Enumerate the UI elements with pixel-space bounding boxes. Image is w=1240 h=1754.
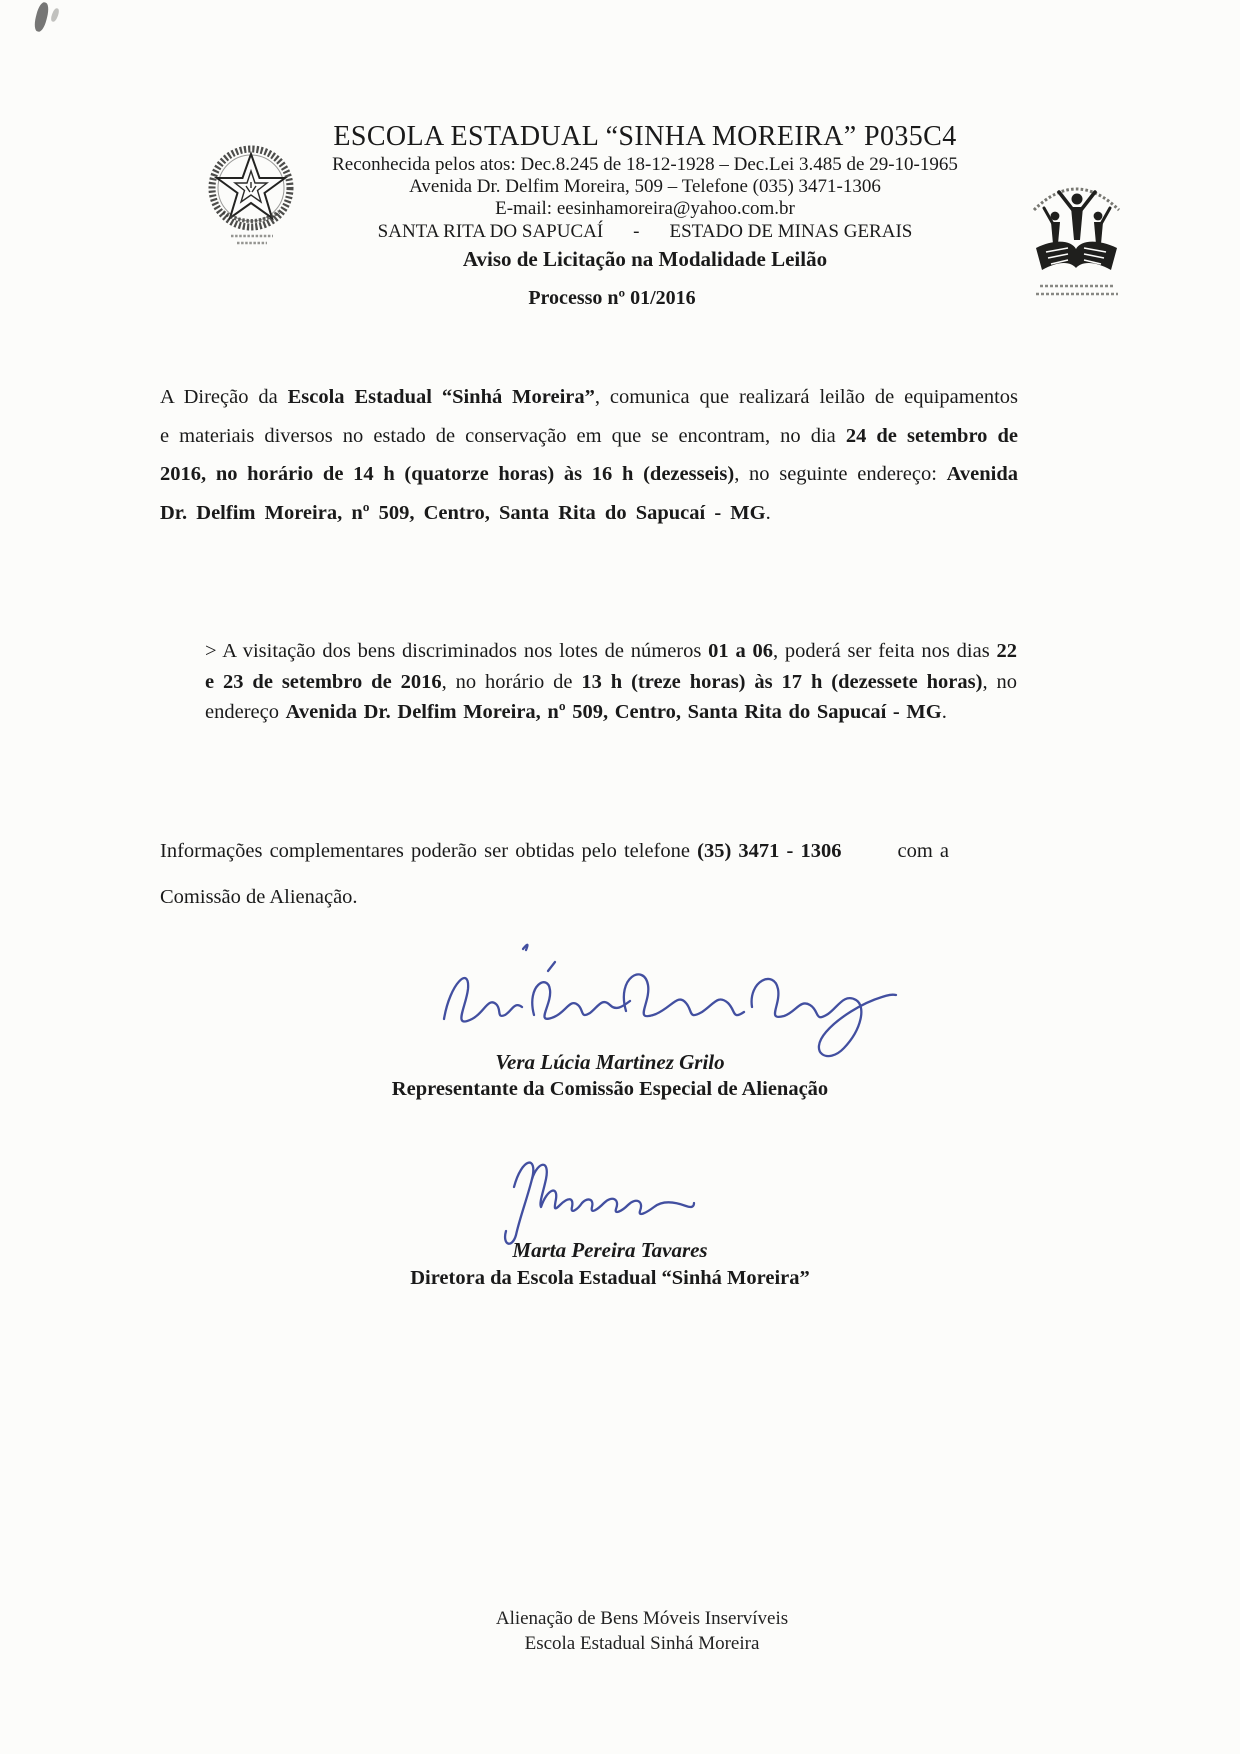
scan-artifact bbox=[33, 1, 51, 33]
text-run: 22 e 23 de setembro de 2016 bbox=[205, 640, 1017, 693]
paragraph-visitation-info bbox=[205, 636, 1017, 728]
signatory-role: Representante da Comissão Especial de Alienação bbox=[391, 1078, 829, 1100]
signatory-name: Vera Lúcia Martinez Grilo bbox=[495, 1050, 725, 1074]
footer-line1: Alienação de Bens Móveis Inservíveis bbox=[495, 1608, 789, 1629]
address-line: Avenida Dr. Delfim Moreira, 509 – Telefone (035) 3471-1306 bbox=[409, 176, 881, 197]
email-line: E-mail: eesinhamoreira@yahoo.com.br bbox=[495, 198, 795, 219]
process-number: Processo nº 01/2016 bbox=[528, 287, 696, 309]
letterhead bbox=[195, 120, 1095, 273]
text-run: Comissão de Alienação. bbox=[160, 886, 358, 908]
notice-title: Aviso de Licitação na Modalidade Leilão bbox=[462, 247, 828, 271]
text-run: Avenida Dr. Delfim Moreira, nº 509, Centro, Santa Rita do Sapucaí - MG bbox=[160, 463, 1018, 524]
text-run: (35) 3471 - 1306 bbox=[697, 840, 842, 862]
document-footer bbox=[242, 1606, 1042, 1656]
signatory-name: Marta Pereira Tavares bbox=[512, 1238, 708, 1262]
text-run: , no seguinte endereço: bbox=[734, 463, 947, 486]
city-name: SANTA RITA DO SAPUCAÍ bbox=[377, 221, 604, 242]
state-name: ESTADO DE MINAS GERAIS bbox=[669, 221, 913, 242]
footer-line2: Escola Estadual Sinhá Moreira bbox=[524, 1633, 760, 1654]
signatory-role: Diretora da Escola Estadual “Sinhá Moreira” bbox=[410, 1267, 810, 1289]
text-run: . bbox=[765, 501, 771, 524]
scan-artifact bbox=[50, 7, 60, 22]
text-run: 24 de setembro de 2016, no horário de 14 h (quatorze horas) às 16 h (dezesseis) bbox=[160, 424, 1018, 486]
text-run: > A visitação dos bens discriminados nos lotes de números bbox=[205, 640, 709, 662]
text-run: Informações complementares poderão ser obtidas pelo telefone bbox=[160, 840, 698, 862]
city-state-separator: - bbox=[633, 221, 640, 242]
text-run: 01 a 06 bbox=[708, 640, 773, 662]
text-run: A Direção da bbox=[160, 386, 288, 408]
paragraph-auction-announcement bbox=[160, 378, 1018, 532]
paragraph-contact-info-line2 bbox=[160, 886, 358, 909]
text-run: , poderá ser feita nos dias bbox=[773, 640, 997, 662]
text-run: Avenida Dr. Delfim Moreira, nº 509, Centro, Santa Rita do Sapucaí - MG bbox=[285, 701, 942, 723]
text-run: , no horário de bbox=[441, 670, 582, 693]
text-run: , no endereço bbox=[205, 670, 1017, 723]
paragraph-contact-info bbox=[160, 840, 1160, 863]
recognition-line: Reconhecida pelos atos: Dec.8.245 de 18-12-1928 – Dec.Lei 3.485 de 29-10-1965 bbox=[332, 154, 958, 175]
signature-ink-marta bbox=[492, 1145, 702, 1250]
text-run: 13 h (treze horas) às 17 h (dezessete horas) bbox=[581, 670, 983, 693]
school-name: ESCOLA ESTADUAL “SINHA MOREIRA” P035C4 bbox=[333, 121, 957, 152]
text-run: com a bbox=[897, 840, 950, 862]
city-state-line bbox=[195, 220, 1095, 243]
text-run: , comunica que realizará leilão de equipamentos e materiais diversos no estado de conservação em que se encontram, no dia bbox=[160, 386, 1018, 447]
text-run: Escola Estadual “Sinhá Moreira” bbox=[287, 386, 595, 408]
text-run: . bbox=[941, 701, 947, 723]
